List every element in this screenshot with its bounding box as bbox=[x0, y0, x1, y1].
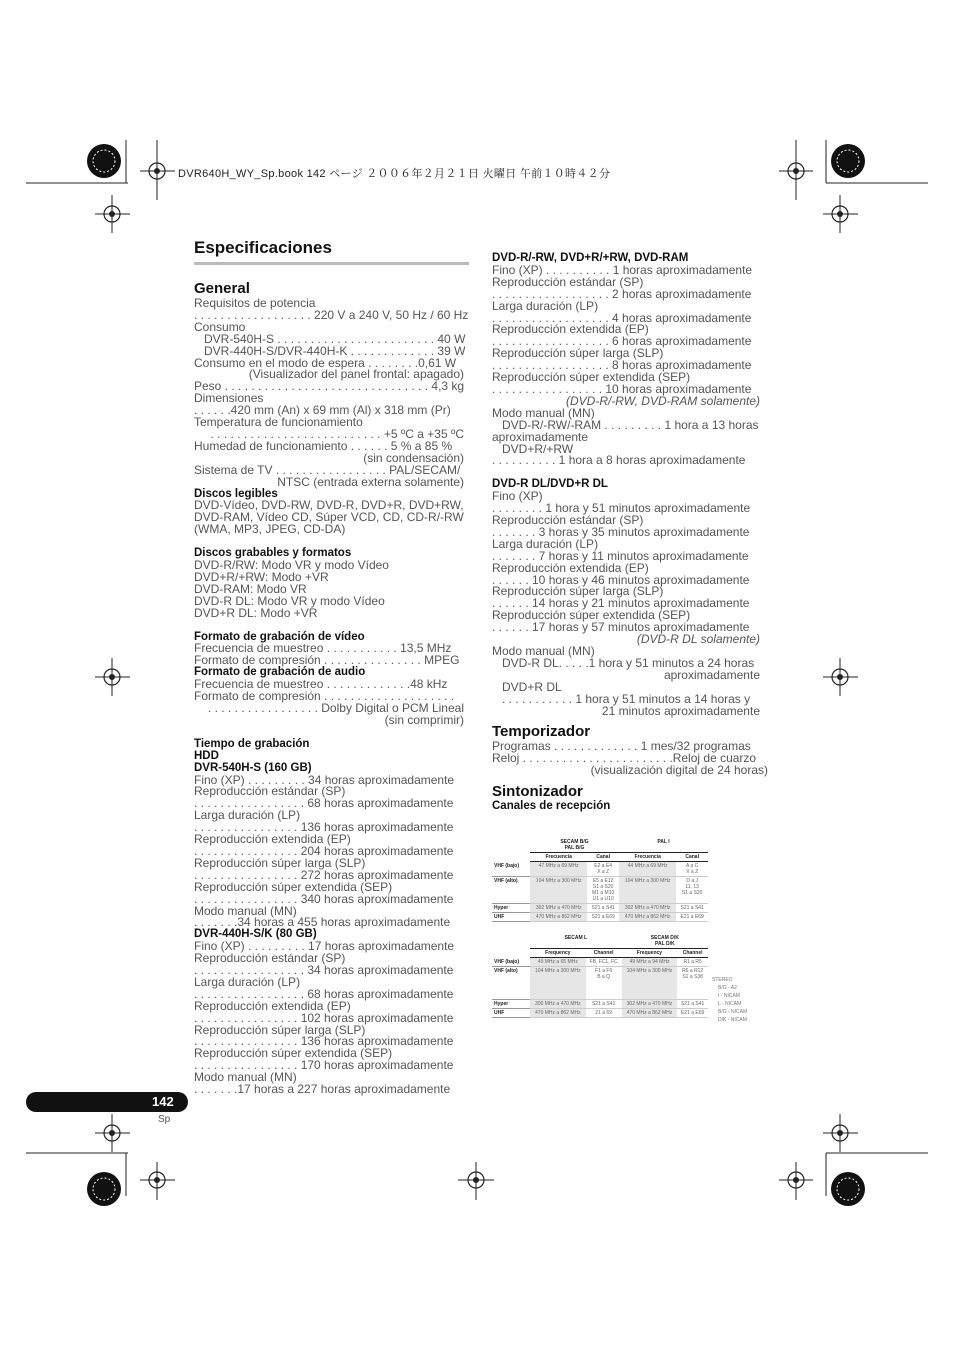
spec-line: . . . . . . . . . . . . . . . . 204 horas aproximadamente bbox=[194, 843, 454, 858]
spec-line: Formato de compresión . . . . . . . . . . . . . . . MPEG bbox=[194, 653, 460, 668]
spec-line: . . . . . . . . . . . . . . . . . 34 horas aproximadamente bbox=[194, 963, 454, 978]
spec-line: DVD+R/+RW: Modo +VR bbox=[194, 569, 329, 584]
spec-line: Reproducción estándar (SP) bbox=[194, 951, 346, 966]
table-row: Hyper 300 MHz a 470 MHz S21 a S41 302 MHz a 470 MHz S21 a S41 bbox=[492, 1000, 708, 1009]
spec-line: . . . . . . . . . . . . . . . . . . 2 horas aproximadamente bbox=[492, 286, 752, 301]
spec-line: DVD-RAM, Vídeo CD, Súper VCD, CD, CD-R/-RW bbox=[194, 510, 464, 525]
spec-line: . . . . . . . . . . . . . . . . 136 horas aproximadamente bbox=[194, 1034, 454, 1049]
spec-line: Reproducción súper extendida (SEP) bbox=[194, 879, 393, 894]
spec-line: . . . . . . . . . . . . . . . . . . 4 horas aproximadamente bbox=[492, 310, 752, 325]
spec-line: Reproducción súper extendida (SEP) bbox=[492, 370, 691, 385]
spec-line: DVD-R/RW: Modo VR y modo Vídeo bbox=[194, 558, 389, 573]
spec-line: Reproducción súper extendida (SEP) bbox=[492, 608, 691, 623]
spec-line: . . . . . . . . . . . . . . . . 272 horas aproximadamente bbox=[194, 867, 454, 882]
dvr540-heading: DVR-540H-S (160 GB) bbox=[194, 761, 312, 774]
spec-line: Modo manual (MN) bbox=[194, 1070, 297, 1085]
table2-col: Channel bbox=[586, 949, 622, 958]
general-heading: General bbox=[194, 280, 250, 297]
spec-line: . . . . . . . . 1 hora y 51 minutos aproximadamente bbox=[492, 501, 751, 516]
spec-line: Programas . . . . . . . . . . . . . 1 mes/32 programas bbox=[492, 739, 751, 754]
spec-line: DVR-540H-S . . . . . . . . . . . . . . . . . . . . . . . . 40 W bbox=[204, 331, 466, 346]
spec-line: . . . . . . . . . . . 1 hora y 51 minutos a 14 horas y bbox=[502, 691, 751, 706]
page-number: 142 bbox=[152, 1094, 174, 1109]
book-header: DVR640H_WY_Sp.book 142 ページ ２００６年２月２１日 火曜日 午前１０時４２分 bbox=[178, 168, 611, 180]
general-specs bbox=[194, 296, 469, 489]
spec-line: Modo manual (MN) bbox=[194, 903, 297, 918]
table-row: UHF 470 MHz a 862 MHz 21 a 69 470 MHz a 862 MHz E21 a E69 bbox=[492, 1009, 708, 1018]
discos-legibles-heading: Discos legibles bbox=[194, 487, 278, 500]
spec-line: . . . . . . . . . . . . . . . . . 68 horas aproximadamente bbox=[194, 796, 454, 811]
spec-line: . . . . . . 10 horas y 46 minutos aproximadamente bbox=[492, 572, 750, 587]
temporizador-heading: Temporizador bbox=[492, 723, 591, 741]
spec-line: aproximadamente bbox=[663, 667, 760, 682]
spec-line: (Visualizador del panel frontal: apagado) bbox=[248, 367, 464, 382]
spec-line: Larga duración (LP) bbox=[194, 808, 301, 823]
sintonizador-heading: Sintonizador bbox=[492, 783, 583, 801]
spec-line: Humedad de funcionamiento . . . . . . 5 % a 85 % bbox=[194, 438, 453, 453]
spec-line: Reproducción extendida (EP) bbox=[492, 322, 649, 337]
spec-line: DVD-R DL: Modo VR y modo Vídeo bbox=[194, 593, 385, 608]
spec-line: Formato de compresión . . . . . . . . . . . . . . . . . . . . bbox=[194, 689, 455, 704]
spec-line: Sistema de TV . . . . . . . . . . . . . . . . . PAL/SECAM/ bbox=[194, 462, 461, 477]
table2-col: Channel bbox=[677, 949, 708, 958]
spec-line: NTSC (entrada externa solamente) bbox=[277, 474, 464, 489]
spec-line: . . . . . . . . . . 1 hora a 8 horas aproximadamente bbox=[492, 453, 746, 468]
spec-line: . . . . . . .34 horas a 455 horas aproximadamente bbox=[194, 915, 451, 930]
spec-line: Fino (XP) bbox=[492, 489, 543, 504]
spec-line: Reproducción súper larga (SLP) bbox=[492, 346, 664, 361]
table-row: VHF (bajo) 47 MHz a 69 MHz E2 a E4 X a Z 44 MHz a 69 MHz A a C X a Z bbox=[492, 862, 708, 877]
title-rule bbox=[194, 262, 469, 265]
right-column bbox=[492, 252, 768, 813]
dl-heading: DVD-R DL/DVD+R DL bbox=[492, 478, 608, 491]
spec-line: . . . . . . . . . . . . . . . . . . 6 horas aproximadamente bbox=[492, 334, 752, 349]
tuner-table-2 bbox=[492, 934, 708, 1018]
spec-line: Reproducción extendida (EP) bbox=[194, 832, 351, 847]
spec-line: DVD-Vídeo, DVD-RW, DVD-R, DVD+R, DVD+RW, bbox=[194, 498, 464, 513]
table2-col: Frequency bbox=[530, 949, 586, 958]
table-row: VHF (alto) 104 MHz a 300 MHz F1 a F6 B a Q 104 MHz a 300 MHz R6 a R12 S1 a S38 bbox=[492, 967, 708, 1000]
table1-col: Canal bbox=[676, 853, 708, 862]
spec-line: Fino (XP) . . . . . . . . . 34 horas aproximadamente bbox=[194, 772, 455, 787]
spec-line: Reproducción súper larga (SLP) bbox=[194, 855, 366, 870]
video-format-heading: Formato de grabación de vídeo bbox=[194, 630, 365, 643]
spec-line: Fino (XP) . . . . . . . . . 17 horas aproximadamente bbox=[194, 939, 455, 954]
table1-group2: PAL I bbox=[619, 838, 708, 853]
page-language: Sp bbox=[158, 1114, 171, 1125]
dvr440-heading: DVR-440H-S/K (80 GB) bbox=[194, 928, 317, 941]
page-title: Especificaciones bbox=[194, 238, 332, 257]
spec-line: Consumo en el modo de espera . . . . . . . .0,61 W bbox=[194, 355, 457, 370]
spec-line: Frecuencia de muestreo . . . . . . . . . . . . .48 kHz bbox=[194, 677, 448, 692]
spec-line: Modo manual (MN) bbox=[492, 405, 595, 420]
spec-line: (sin comprimir) bbox=[384, 712, 464, 727]
dl-note: (DVD-R DL solamente) bbox=[636, 632, 760, 647]
hdd-heading: HDD bbox=[194, 749, 219, 762]
table2-group2: SECAM D/K PAL D/K bbox=[622, 934, 708, 949]
spec-line: DVD-R DL. . . . .1 hora y 51 minutos a 24 horas bbox=[502, 655, 755, 670]
spec-line: Dimensiones bbox=[194, 391, 264, 406]
spec-line: Consumo bbox=[194, 319, 246, 334]
spec-line: Reproducción súper extendida (SEP) bbox=[194, 1046, 393, 1061]
spec-line: Reproducción extendida (EP) bbox=[194, 998, 351, 1013]
spec-line: Frecuencia de muestreo . . . . . . . . . . . 13,5 MHz bbox=[194, 641, 452, 656]
spec-line: . . . . . . . . . . . . . . . . . . 220 V a 240 V, 50 Hz / 60 Hz bbox=[194, 307, 469, 322]
audio-format-heading: Formato de grabación de audio bbox=[194, 666, 366, 679]
spec-line: . . . . . . 14 horas y 21 minutos aproximadamente bbox=[492, 596, 750, 611]
spec-line: Larga duración (LP) bbox=[492, 536, 599, 551]
table2-group1: SECAM L bbox=[530, 934, 622, 949]
spec-line: Temperatura de funcionamiento bbox=[194, 415, 363, 430]
dvdr-heading: DVD-R/-RW, DVD+R/+RW, DVD-RAM bbox=[492, 252, 689, 264]
spec-line: Larga duración (LP) bbox=[492, 298, 599, 313]
canales-heading: Canales de recepción bbox=[492, 800, 611, 813]
spec-line: . . . . . . . . . . . . . . . . . . . . . . . . . . +5 ºC a +35 ºC bbox=[210, 426, 464, 441]
table1-col: Frecuencia bbox=[619, 853, 676, 862]
stereo-note: STEREO B/G - A2 I - NICAM L - NICAM B/G - NICAM D/K - NICAM bbox=[712, 977, 748, 1023]
spec-line: DVD-R/-RW/-RAM . . . . . . . . . 1 hora a 13 horas bbox=[502, 417, 759, 432]
spec-line: Modo manual (MN) bbox=[492, 644, 595, 658]
dvdr-note: (DVD-R/-RW, DVD-RAM solamente) bbox=[565, 393, 760, 408]
spec-line: . . . . . . . 7 horas y 11 minutos aproximadamente bbox=[492, 548, 749, 563]
table-row: UHF 470 MHz a 862 MHz S21 a E69 470 MHz a 862 MHz E21 a E69 bbox=[492, 913, 708, 922]
spec-line: . . . . . . . . . . . . . . . . 340 horas aproximadamente bbox=[194, 891, 454, 906]
spec-line: . . . . . . . . . . . . . . . . 170 horas aproximadamente bbox=[194, 1058, 454, 1073]
table1-group1: SECAM B/G PAL B/G bbox=[530, 838, 619, 853]
spec-line: (visualización digital de 24 horas) bbox=[590, 763, 768, 778]
spec-line: . . . . . . .17 horas a 227 horas aproximadamente bbox=[194, 1082, 451, 1097]
spec-line: DVD+R/+RW bbox=[502, 441, 574, 456]
spec-line: Reproducción estándar (SP) bbox=[492, 274, 644, 289]
spec-line: . . . . . . . . . . . . . . . . . 10 horas aproximadamente bbox=[492, 381, 752, 396]
spec-line: DVD+R DL: Modo +VR bbox=[194, 605, 318, 620]
spec-line: DVR-440H-S/DVR-440H-K . . . . . . . . . . . . . 39 W bbox=[204, 343, 466, 358]
spec-line: aproximadamente bbox=[492, 429, 589, 444]
spec-line: Reproducción estándar (SP) bbox=[194, 784, 346, 799]
spec-line: . . . . . . . 3 horas y 35 minutos aproximadamente bbox=[492, 524, 750, 539]
spec-line: 21 minutos aproximadamente bbox=[601, 703, 760, 718]
table1-col: Frecuencia bbox=[530, 853, 587, 862]
spec-line: Reproducción súper larga (SLP) bbox=[492, 584, 664, 599]
table2-col: Frequency bbox=[622, 949, 678, 958]
spec-line: . . . . . . 17 horas y 57 minutos aproximadamente bbox=[492, 620, 750, 635]
spec-line: . . . . . . . . . . . . . . . . . Dolby Digital o PCM Lineal bbox=[207, 701, 464, 715]
spec-line: Requisitos de potencia bbox=[194, 296, 316, 310]
spec-line: . . . . . . . . . . . . . . . . 102 horas aproximadamente bbox=[194, 1010, 454, 1025]
left-column bbox=[194, 280, 469, 1097]
tiempo-heading: Tiempo de grabación bbox=[194, 737, 310, 750]
spec-line: Fino (XP) . . . . . . . . . . 1 horas aproximadamente bbox=[492, 262, 753, 277]
tuner-table-1 bbox=[492, 838, 708, 922]
spec-line: . . . . . . . . . . . . . . . . 136 horas aproximadamente bbox=[194, 820, 454, 835]
table-row: Hyper 302 MHz a 470 MHz S21 a S41 302 MHz a 470 MHz S21 a S41 bbox=[492, 904, 708, 913]
table1-col: Canal bbox=[587, 853, 619, 862]
spec-line: (sin condensación) bbox=[363, 450, 464, 465]
spec-line: DVD+R DL bbox=[502, 679, 562, 694]
spec-line: DVD-RAM: Modo VR bbox=[194, 581, 307, 596]
spec-line: Reloj . . . . . . . . . . . . . . . . . . . . . . .Reloj de cuarzo bbox=[492, 751, 757, 766]
grabables-heading: Discos grabables y formatos bbox=[194, 547, 352, 560]
table-row: VHF (bajo) 49 MHz a 65 MHz FB, FC1, FC 49 MHz a 94 MHz R1 a R5 bbox=[492, 958, 708, 967]
spec-line: Reproducción estándar (SP) bbox=[492, 513, 644, 528]
spec-line: (WMA, MP3, JPEG, CD-DA) bbox=[194, 522, 346, 537]
spec-line: Peso . . . . . . . . . . . . . . . . . . . . . . . . . . . . . . . 4,3 kg bbox=[194, 379, 465, 394]
table-row: VHF (alto) 104 MHz a 300 MHz E5 a E12 S1 a S20 M1 a M10 U1 a U10 104 MHz a 300 MHz D a J 11, 13 S1 a S20 bbox=[492, 877, 708, 904]
spec-line: . . . . . . . . . . . . . . . . . . 8 horas aproximadamente bbox=[492, 358, 752, 373]
spec-line: Larga duración (LP) bbox=[194, 974, 301, 989]
spec-line: . . . . . . . . . . . . . . . . . 68 horas aproximadamente bbox=[194, 986, 454, 1001]
spec-line: Reproducción extendida (EP) bbox=[492, 560, 649, 575]
spec-line: . . . . . .420 mm (An) x 69 mm (Al) x 318 mm (Pr) bbox=[194, 403, 451, 418]
spec-line: Reproducción súper larga (SLP) bbox=[194, 1022, 366, 1037]
